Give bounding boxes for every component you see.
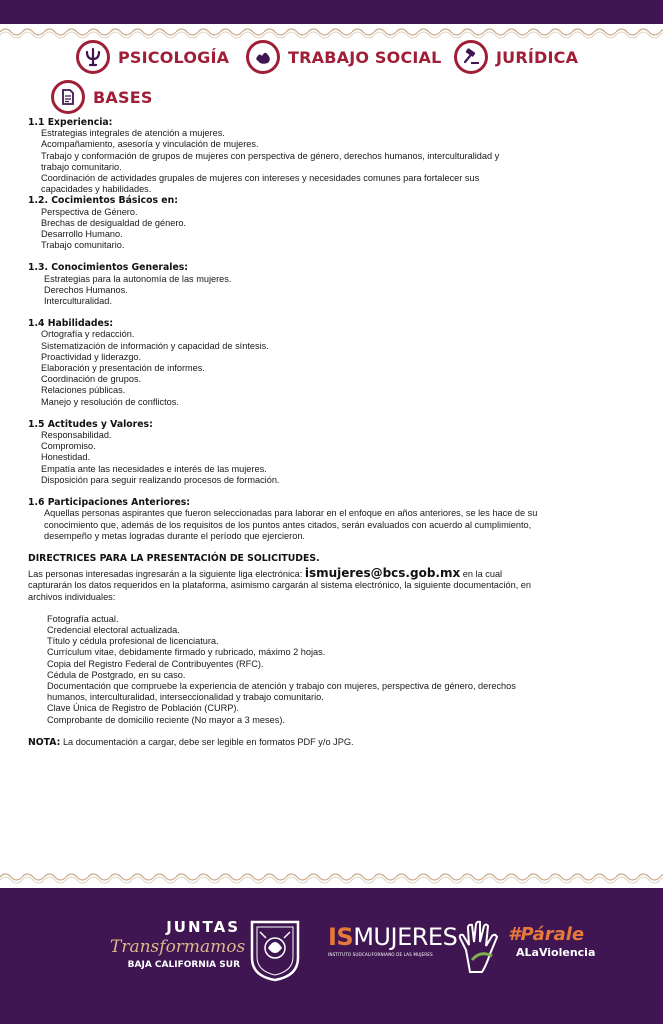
- hands-icon: [246, 40, 280, 74]
- section-title-actitudes: 1.5 Actitudes y Valores:: [28, 418, 153, 430]
- list-item: Responsabilidad.: [41, 430, 112, 441]
- list-item: Documentación que compruebe la experiencia de atención y trabajo con mujeres, perspectiva de género, derechos: [47, 680, 516, 691]
- list-item: Título y cédula profesional de licenciatura.: [47, 636, 219, 647]
- juntas-logo: [110, 918, 246, 970]
- nota-label: NOTA:: [28, 736, 61, 748]
- list-item: Comprobante de domicilio reciente (No mayor a 3 meses).: [47, 714, 285, 725]
- list-item: trabajo comunitario.: [41, 161, 122, 172]
- list-item: Currículum vitae, debidamente firmado y rubricado, máximo 2 hojas.: [47, 647, 326, 658]
- category-label: TRABAJO SOCIAL: [288, 47, 442, 67]
- section-title-habilidades: 1.4 Habilidades:: [28, 318, 114, 330]
- document-icon: [51, 80, 85, 114]
- nota: [28, 737, 638, 748]
- footer: [0, 888, 663, 1024]
- intro-text-end: en la cual: [460, 569, 503, 580]
- category-label: PSICOLOGÍA: [118, 47, 230, 67]
- bcs-text: BAJA CALIFORNIA SUR: [127, 960, 240, 970]
- directrices-intro: [28, 568, 638, 580]
- list-item: Credencial electoral actualizada.: [47, 624, 180, 635]
- decorative-border-top: [0, 25, 663, 39]
- gavel-icon: [454, 40, 488, 74]
- category-header: [0, 38, 663, 118]
- list-item: Desarrollo Humano.: [41, 229, 123, 240]
- list-item: conocimiento que, además de los requisitos de los puntos antes citados, serán evaluados con acuerdo al cumplimiento,: [44, 519, 532, 530]
- category-trabajo-social: [246, 40, 442, 74]
- list-item: humanos, interculturalidad, interseccionalidad y trabajo comunitario.: [47, 692, 324, 703]
- list-item: Coordinación de actividades grupales de mujeres con intereses y necesidades comunes para fortalecer sus: [41, 173, 480, 184]
- state-seal-icon: [246, 918, 304, 982]
- list-item: Brechas de desigualdad de género.: [41, 217, 187, 228]
- ism-is: IS: [328, 923, 354, 951]
- list-item: Fotografía actual.: [47, 613, 119, 624]
- list-item: Empatía ante las necesidades e interés de las mujeres.: [41, 463, 267, 474]
- ism-rest: MUJERES: [353, 923, 458, 951]
- transformamos-text: Transformamos: [110, 937, 246, 957]
- parale-logo: [456, 918, 606, 978]
- list-item: Interculturalidad.: [44, 296, 112, 307]
- bases-content: [28, 117, 638, 748]
- nota-text: La documentación a cargar, debe ser legible en formatos PDF y/o JPG.: [60, 736, 354, 747]
- psi-icon: [76, 40, 110, 74]
- list-item: Clave Única de Registro de Población (CURP).: [47, 703, 239, 714]
- parale-text: #Párale: [508, 924, 585, 945]
- list-item: Copia del Registro Federal de Contribuyentes (RFC).: [47, 658, 264, 669]
- category-label: BASES: [93, 87, 153, 107]
- section-title-directrices: DIRECTRICES PARA LA PRESENTACIÓN DE SOLICITUDES.: [28, 552, 320, 564]
- decorative-border-bottom: [0, 870, 663, 884]
- list-item: Compromiso.: [41, 441, 96, 452]
- hand-icon: [456, 920, 508, 974]
- list-item: Disposición para seguir realizando procesos de formación.: [41, 474, 280, 485]
- list-item: Trabajo comunitario.: [41, 240, 125, 251]
- section-title-experiencia: 1.1 Experiencia:: [28, 117, 113, 128]
- list-item: Relaciones públicas.: [41, 385, 126, 396]
- directrices-line: archivos individuales:: [28, 591, 116, 602]
- list-item: Elaboración y presentación de informes.: [41, 363, 205, 374]
- section-title-participaciones: 1.6 Participaciones Anteriores:: [28, 497, 191, 509]
- ismujeres-logo: [328, 923, 458, 957]
- email-link[interactable]: ismujeres@bcs.gob.mx: [304, 566, 461, 581]
- list-item: Manejo y resolución de conflictos.: [41, 396, 179, 407]
- list-item: Cédula de Postgrado, en su caso.: [47, 669, 186, 680]
- list-item: Aquellas personas aspirantes que fueron seleccionadas para laborar en el enfoque en años anteriores, se les hace de su: [44, 508, 538, 519]
- list-item: Proactividad y liderazgo.: [41, 351, 142, 362]
- category-psicologia: [76, 40, 229, 74]
- top-bar: [0, 0, 663, 24]
- ism-subtitle: INSTITUTO SUDCALIFORNIANO DE LAS MUJERES: [328, 952, 433, 957]
- category-label: JURÍDICA: [496, 47, 579, 67]
- intro-text: Las personas interesadas ingresarán a la siguiente liga electrónica:: [28, 569, 305, 580]
- list-item: Sistematización de información y capacidad de síntesis.: [41, 340, 269, 351]
- section-title-generales: 1.3. Conocimientos Generales:: [28, 262, 189, 274]
- violencia-text: ALaViolencia: [516, 946, 596, 959]
- category-juridica: [454, 40, 578, 74]
- list-item: Estrategias para la autonomía de las mujeres.: [44, 273, 232, 284]
- list-item: Acompañamiento, asesoría y vinculación de mujeres.: [41, 139, 259, 150]
- list-item: Coordinación de grupos.: [41, 374, 142, 385]
- list-item: capacidades y habilidades.: [41, 184, 152, 195]
- juntas-text: JUNTAS: [166, 918, 240, 936]
- list-item: Estrategias integrales de atención a mujeres.: [41, 128, 225, 139]
- list-item: Trabajo y conformación de grupos de mujeres con perspectiva de género, derechos humanos, interculturalidad y: [41, 150, 500, 161]
- list-item: Perspectiva de Género.: [41, 206, 138, 217]
- directrices-line: capturarán los datos requeridos en la plataforma, asimismo cargarán al sistema electrónico, la siguiente documentación, en: [28, 580, 532, 591]
- documents-list: [28, 614, 638, 726]
- list-item: Derechos Humanos.: [44, 284, 128, 295]
- section-title-basicos: 1.2. Cocimientos Básicos en:: [28, 195, 178, 207]
- category-bases: [51, 80, 153, 114]
- list-item: Honestidad.: [41, 452, 91, 463]
- list-item: desempeño y metas logradas durante el período que ejercieron.: [44, 530, 305, 541]
- list-item: Ortografía y redacción.: [41, 329, 135, 340]
